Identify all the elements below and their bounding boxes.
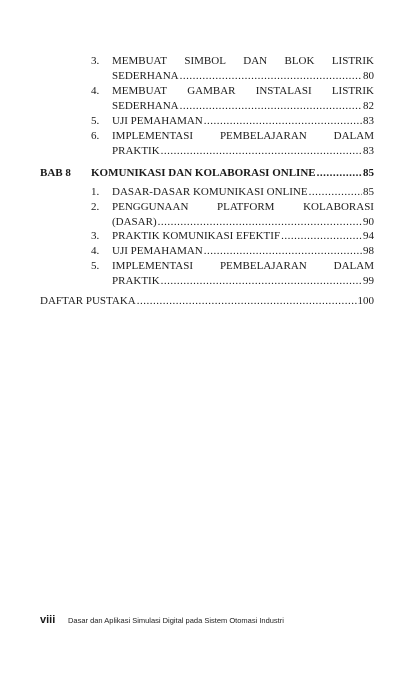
leader-dots [161,275,362,288]
toc-entry-title: UJI PEMAHAMAN [112,245,203,257]
book-title: Dasar dan Aplikasi Simulasi Digital pada Sistem Otomasi Industri [68,616,284,625]
chapter-title: KOMUNIKASI DAN KOLABORASI ONLINE [91,167,316,179]
toc-page-number: 80 [363,70,374,82]
toc-entry-title: SEDERHANA [112,100,179,112]
toc-page-number: 85 [363,167,374,179]
toc-entry-number: 4. [91,85,100,97]
toc-entry-title: PRAKTIK [112,145,160,157]
leader-dots [317,167,362,180]
toc-entry-title-line: PENGGUNAAN PLATFORM KOLABORASI [112,201,374,213]
toc-entry-number: 6. [91,130,100,142]
toc-page-number: 98 [363,245,374,257]
toc-entry-title: DASAR-DASAR KOMUNIKASI ONLINE [112,186,308,198]
toc-entry-title: PRAKTIK [112,275,160,287]
page-number: viii [40,614,56,626]
leader-dots [204,245,362,258]
toc-page-number: 99 [363,275,374,287]
toc-page-number: 100 [357,295,374,307]
leader-dots [161,145,362,158]
leader-dots [158,216,362,229]
toc-page-number: 94 [363,230,374,242]
toc-entry-title: PRAKTIK KOMUNIKASI EFEKTIF [112,230,281,242]
toc-entry-number: 3. [91,55,100,67]
toc-entry-title-line: MEMBUAT SIMBOL DAN BLOK LISTRIK [112,55,374,67]
leader-dots [204,115,362,128]
toc-entry-number: 1. [91,186,100,198]
leader-dots [137,295,357,308]
toc-entry-title-line: IMPLEMENTASI PEMBELAJARAN DALAM [112,260,374,272]
toc-entry-number: 3. [91,230,100,242]
leader-dots [309,186,362,199]
toc-entry-number: 5. [91,260,100,272]
toc-entry-title: (DASAR) [112,216,157,228]
leader-dots [180,100,362,113]
chapter-label: BAB 8 [40,167,71,179]
toc-entry-title: SEDERHANA [112,70,179,82]
toc-entry-title: UJI PEMAHAMAN [112,115,203,127]
bibliography-title: DAFTAR PUSTAKA [40,295,136,307]
toc-entry-number: 2. [91,201,100,213]
toc-page-number: 82 [363,100,374,112]
toc-entry-number: 5. [91,115,100,127]
toc-page-number: 85 [363,186,374,198]
toc-entry-title-line: MEMBUAT GAMBAR INSTALASI LISTRIK [112,85,374,97]
leader-dots [180,70,362,83]
leader-dots [281,230,362,243]
toc-page-number: 83 [363,115,374,127]
toc-page-number: 83 [363,145,374,157]
toc-entry-number: 4. [91,245,100,257]
toc-entry-title-line: IMPLEMENTASI PEMBELAJARAN DALAM [112,130,374,142]
toc-page-number: 90 [363,216,374,228]
